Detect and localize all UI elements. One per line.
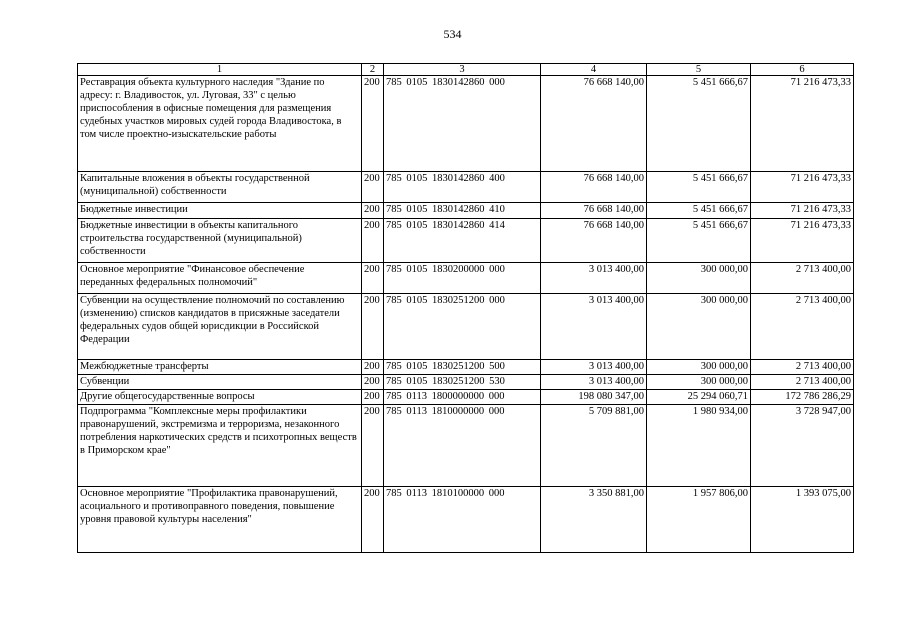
budget-code: 785 0113 1800000000 000	[384, 390, 541, 405]
value-col5: 5 451 666,67	[647, 76, 751, 172]
header-cell: 6	[751, 64, 854, 76]
header-row	[78, 64, 854, 76]
table-row	[78, 263, 854, 294]
item-name: Субвенции	[78, 375, 362, 390]
value-col6: 2 713 400,00	[751, 375, 854, 390]
code-200: 200	[362, 263, 384, 294]
value-col6: 172 786 286,29	[751, 390, 854, 405]
value-col6: 71 216 473,33	[751, 219, 854, 263]
code-200: 200	[362, 405, 384, 487]
budget-code: 785 0113 1810000000 000	[384, 405, 541, 487]
value-col5: 300 000,00	[647, 375, 751, 390]
budget-code: 785 0105 1830251200 500	[384, 360, 541, 375]
table-row	[78, 360, 854, 375]
value-col6: 71 216 473,33	[751, 76, 854, 172]
item-name: Реставрация объекта культурного наследия "Здание по адресу: г. Владивосток, ул. Луговая, 33" с целью приспособления в офисные помещения для размещения судебных участков мировых судей города Владивостока, в том числе проектно-изыскательские работы	[78, 76, 362, 172]
item-name: Основное мероприятие "Профилактика правонарушений, асоциального и противоправного поведения, повышение уровня правовой культуры населения"	[78, 487, 362, 553]
budget-code: 785 0105 1830142860 410	[384, 203, 541, 219]
table-row	[78, 294, 854, 360]
value-col6: 71 216 473,33	[751, 172, 854, 203]
code-200: 200	[362, 487, 384, 553]
value-col5: 5 451 666,67	[647, 172, 751, 203]
item-name: Другие общегосударственные вопросы	[78, 390, 362, 405]
value-col5: 300 000,00	[647, 263, 751, 294]
value-col6: 71 216 473,33	[751, 203, 854, 219]
table-row	[78, 203, 854, 219]
value-col6: 2 713 400,00	[751, 294, 854, 360]
value-col4: 3 013 400,00	[541, 263, 647, 294]
code-200: 200	[362, 360, 384, 375]
budget-code: 785 0105 1830142860 400	[384, 172, 541, 203]
code-200: 200	[362, 294, 384, 360]
value-col5: 1 980 934,00	[647, 405, 751, 487]
item-name: Капитальные вложения в объекты государственной (муниципальной) собственности	[78, 172, 362, 203]
header-cell: 1	[78, 64, 362, 76]
code-200: 200	[362, 172, 384, 203]
value-col5: 5 451 666,67	[647, 219, 751, 263]
budget-code: 785 0113 1810100000 000	[384, 487, 541, 553]
item-name: Основное мероприятие "Финансовое обеспечение переданных федеральных полномочий"	[78, 263, 362, 294]
table-row	[78, 390, 854, 405]
value-col5: 25 294 060,71	[647, 390, 751, 405]
value-col4: 76 668 140,00	[541, 172, 647, 203]
item-name: Субвенции на осуществление полномочий по составлению (изменению) списков кандидатов в присяжные заседатели федеральных судов общей юрисдикции в Российской Федерации	[78, 294, 362, 360]
value-col6: 3 728 947,00	[751, 405, 854, 487]
value-col5: 300 000,00	[647, 294, 751, 360]
code-200: 200	[362, 375, 384, 390]
budget-code: 785 0105 1830142860 414	[384, 219, 541, 263]
value-col4: 76 668 140,00	[541, 76, 647, 172]
budget-table	[77, 63, 854, 553]
header-cell: 2	[362, 64, 384, 76]
item-name: Подпрограмма "Комплексные меры профилактики правонарушений, экстремизма и терроризма, незаконного потребления наркотических средств и психотропных веществ в Приморском крае"	[78, 405, 362, 487]
value-col6: 1 393 075,00	[751, 487, 854, 553]
header-cell: 4	[541, 64, 647, 76]
value-col4: 76 668 140,00	[541, 203, 647, 219]
value-col4: 3 013 400,00	[541, 294, 647, 360]
table-row	[78, 487, 854, 553]
code-200: 200	[362, 390, 384, 405]
code-200: 200	[362, 76, 384, 172]
budget-code: 785 0105 1830251200 530	[384, 375, 541, 390]
value-col5: 5 451 666,67	[647, 203, 751, 219]
table-row	[78, 172, 854, 203]
header-cell: 5	[647, 64, 751, 76]
value-col4: 76 668 140,00	[541, 219, 647, 263]
item-name: Бюджетные инвестиции	[78, 203, 362, 219]
table-row	[78, 76, 854, 172]
budget-code: 785 0105 1830200000 000	[384, 263, 541, 294]
header-cell: 3	[384, 64, 541, 76]
value-col4: 3 013 400,00	[541, 375, 647, 390]
budget-code: 785 0105 1830142860 000	[384, 76, 541, 172]
table-row	[78, 219, 854, 263]
page-number: 534	[443, 27, 462, 41]
value-col4: 3 013 400,00	[541, 360, 647, 375]
budget-code: 785 0105 1830251200 000	[384, 294, 541, 360]
table-row	[78, 375, 854, 390]
value-col4: 3 350 881,00	[541, 487, 647, 553]
value-col4: 198 080 347,00	[541, 390, 647, 405]
code-200: 200	[362, 203, 384, 219]
value-col4: 5 709 881,00	[541, 405, 647, 487]
code-200: 200	[362, 219, 384, 263]
value-col6: 2 713 400,00	[751, 263, 854, 294]
item-name: Межбюджетные трансферты	[78, 360, 362, 375]
value-col5: 1 957 806,00	[647, 487, 751, 553]
value-col6: 2 713 400,00	[751, 360, 854, 375]
item-name: Бюджетные инвестиции в объекты капитального строительства государственной (муниципальной) собственности	[78, 219, 362, 263]
table-row	[78, 405, 854, 487]
value-col5: 300 000,00	[647, 360, 751, 375]
